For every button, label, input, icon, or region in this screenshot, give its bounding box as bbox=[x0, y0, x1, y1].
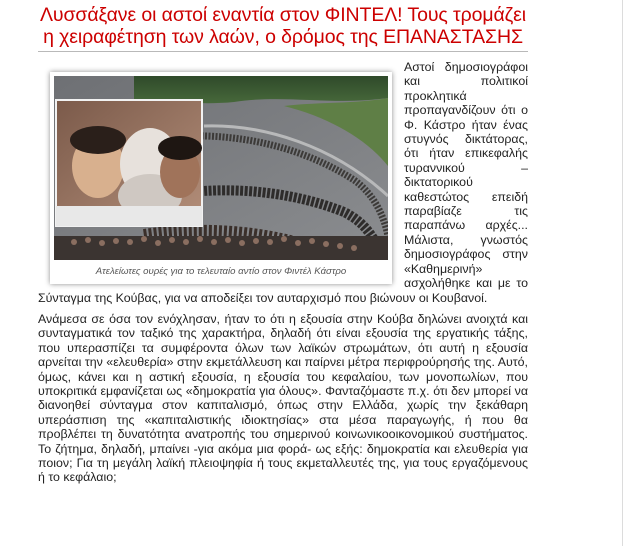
article-figure bbox=[50, 72, 392, 284]
inset-portrait-photo bbox=[56, 100, 202, 226]
article-body bbox=[38, 60, 528, 485]
article-title: Λυσσάξανε οι αστοί εναντία στον ΦΙΝΤΕΛ! Τους τρομάζει η χειραφέτηση των λαών, ο δρόμος της ΕΠΑΝΑΣΤΑΣΗΣ bbox=[39, 4, 527, 48]
paragraph-1: Αστοί δημοσιογράφοι και πολιτικοί προκλητικά προπαγανδίζουν ότι ο Φ. Κάστρο ήταν ένας στυγνός δικτάτορας, ότι ήταν επικεφαλής τυραννικού – δικτατορικού καθεστώτος επειδή παραβίαζε τις παραπάνω αρχές... Μάλιστα, γνωστός δημοσιογράφος στην «Καθημερινή» ασχολήθηκε και με το Σύνταγμα της Κούβας, για να αποδείξει τον αυταρχισμό που βιώνουν οι Κουβανοί. bbox=[38, 60, 528, 305]
page-right-border bbox=[622, 0, 623, 546]
paragraph-2: Ανάμεσα σε όσα τον ενόχλησαν, ήταν το ότι η εξουσία στην Κούβα δηλώνει ανοιχτά και συνταγματικά τον ταξικό της χαρακτήρα, δηλαδή ότι είναι εξουσία της εργατικής τάξης, που υπερασπίζει τα συμφέροντα όλων των λαϊκών στρωμάτων, ότι αυτή η εξουσία αρνείται την «ελευθερία» στην εκμετάλλευση και παίρνει μέτρα περιφρούρησής της. Αυτό, όμως, κάνει και η αστική εξουσία, η εξουσία του κεφαλαίου, των μονοπωλίων, που υποκριτικά εμφανίζεται ως «δημοκρατία για όλους». Φανταζόμαστε π.χ. ότι δεν μπορεί να διανοηθεί σύνταγμα στον καπιταλισμό, όπως στην Ελλάδα, χωρίς την ξεκάθαρη υπεράσπιση της «καπιταλιστικής ιδιοκτησίας» στα μέσα παραγωγής, ή που θα προβλέπει τη δυνατότητα ανατροπής του σημερινού κοινωνικοοικονομικού συστήματος. Το ζήτημα, δηλαδή, μπαίνει -για ακόμα μια φορά- ως εξής: δημοκρατία και ελευθερία για ποιον; Για τη μεγάλη λαϊκή πλειοψηφία ή τους εκμεταλλευτές της, για τους εργαζόμενους ή το κεφάλαιο; bbox=[38, 311, 528, 485]
article bbox=[38, 4, 528, 485]
photo-caption: Ατελείωτες ουρές για το τελευταίο αντίο στον Φιντέλ Κάστρο bbox=[95, 266, 347, 277]
crowd-photo[interactable] bbox=[54, 76, 388, 260]
title-divider bbox=[38, 51, 528, 52]
